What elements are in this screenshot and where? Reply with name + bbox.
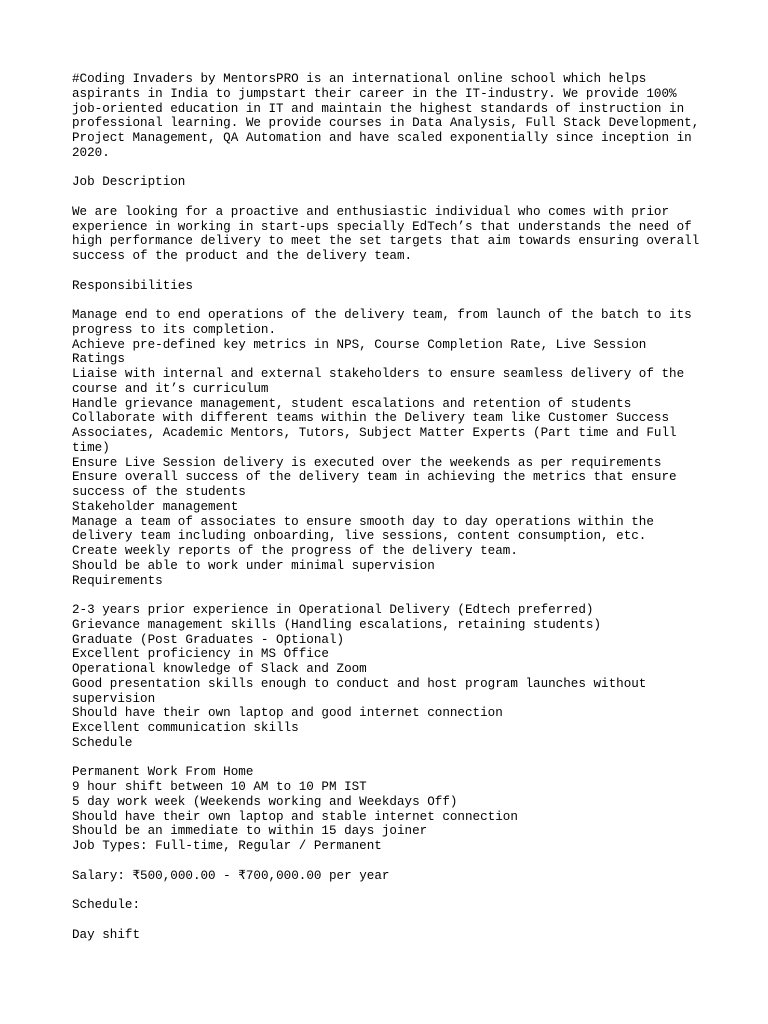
schedule-footer-heading-block [72,898,712,913]
intro-line: job-oriented education in IT and maintain the highest standards of instruction in [72,101,685,116]
requirements-list [72,603,712,736]
requirement-line: Graduate (Post Graduates - Optional) [72,632,345,647]
job-description-line: success of the product and the delivery team. [72,249,413,263]
intro-line: aspirants in India to jumpstart their career in the IT-industry. We provide 100% [72,86,677,101]
responsibility-line: Collaborate with different teams within the Delivery team like Customer Success [72,411,670,426]
schedule-line: Job Types: Full-time, Regular / Permanent [72,839,382,853]
schedule-line: 9 hour shift between 10 AM to 10 PM IST [72,780,367,794]
job-description-body [72,205,712,264]
intro-line: 2020. [72,145,110,160]
job-description-line: We are looking for a proactive and enthusiastic individual who comes with prior [72,204,670,219]
schedule-footer-value: Day shift [72,927,141,942]
schedule-line: 5 day work week (Weekends working and Weekdays Off) [72,794,458,809]
responsibility-line: Handle grievance management, student escalations and retention of students [72,396,632,411]
responsibility-line: time) [72,440,110,455]
requirement-line: supervision [72,691,156,706]
requirement-line: 2-3 years prior experience in Operational Delivery (Edtech preferred) [72,603,594,617]
schedule-list [72,765,712,854]
requirement-line: Good presentation skills enough to conduct and host program launches without [72,676,647,691]
responsibility-line: Manage a team of associates to ensure smooth day to day operations within the [72,514,654,529]
responsibility-line: success of the students [72,485,246,499]
requirements-heading: Requirements [72,573,163,588]
salary-text: Salary: ₹500,000.00 - ₹700,000.00 per year [72,868,390,883]
responsibility-line: Should be able to work under minimal supervision [72,558,435,573]
schedule-footer-value-block [72,928,712,943]
responsibility-line: Associates, Academic Mentors, Tutors, Subject Matter Experts (Part time and Full [72,426,677,440]
responsibilities-list [72,308,712,574]
intro-paragraph [72,72,712,161]
responsibility-line: Ensure Live Session delivery is executed over the weekends as per requirements [72,455,662,470]
schedule-line: Permanent Work From Home [72,765,254,780]
job-description-heading: Job Description [72,175,186,190]
intro-line: professional learning. We provide courses in Data Analysis, Full Stack Development, [72,116,700,131]
responsibility-line: course and it’s curriculum [72,381,269,396]
responsibility-line: Achieve pre-defined key metrics in NPS, Course Completion Rate, Live Session [72,337,647,352]
responsibility-line: Stakeholder management [72,499,239,514]
schedule-line: Should have their own laptop and stable internet connection [72,809,518,824]
job-description-line: experience in working in start-ups specially EdTech’s that understands the need of [72,219,692,234]
responsibility-line: Create weekly reports of the progress of the delivery team. [72,544,518,558]
responsibility-line: Ensure overall success of the delivery team in achieving the metrics that ensure [72,470,677,485]
job-description-heading-block [72,175,712,190]
responsibility-line: Liaise with internal and external stakeholders to ensure seamless delivery of the [72,367,685,381]
requirement-line: Operational knowledge of Slack and Zoom [72,662,367,676]
responsibility-line: Manage end to end operations of the delivery team, from launch of the batch to its [72,308,692,322]
requirement-line: Excellent communication skills [72,721,299,735]
intro-line: Project Management, QA Automation and have scaled exponentially since inception in [72,131,692,145]
requirement-line: Excellent proficiency in MS Office [72,647,329,662]
schedule-heading-block [72,736,712,751]
responsibilities-heading: Responsibilities [72,278,193,293]
requirement-line: Should have their own laptop and good internet connection [72,706,503,721]
schedule-footer-heading: Schedule: [72,898,141,912]
requirements-heading-block [72,574,712,589]
schedule-heading: Schedule [72,735,133,750]
responsibility-line: Ratings [72,352,125,367]
responsibilities-heading-block [72,279,712,294]
responsibility-line: progress to its completion. [72,322,277,337]
schedule-line: Should be an immediate to within 15 days joiner [72,824,428,839]
job-description-line: high performance delivery to meet the set targets that aim towards ensuring overall [72,234,700,249]
job-posting-document [72,72,712,957]
intro-line: #Coding Invaders by MentorsPRO is an international online school which helps [72,72,647,86]
requirement-line: Grievance management skills (Handling escalations, retaining students) [72,617,602,632]
salary-block [72,869,712,884]
responsibility-line: delivery team including onboarding, live sessions, content consumption, etc. [72,529,647,544]
